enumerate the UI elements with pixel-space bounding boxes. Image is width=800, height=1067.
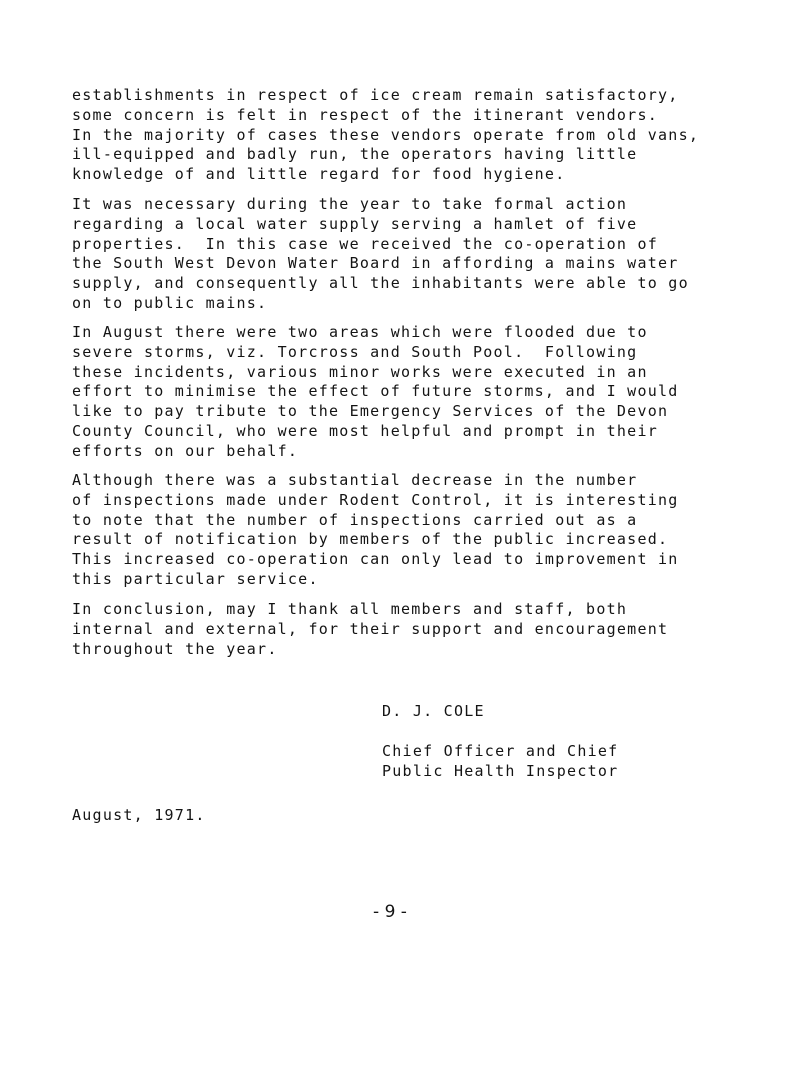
signatory-title-line: Chief Officer and Chief: [382, 741, 619, 760]
document-date: [72, 806, 206, 826]
text-line: result of notification by members of the public increased.: [72, 530, 669, 549]
text-line: County Council, who were most helpful and prompt in their: [72, 421, 659, 440]
paragraph-conclusion: [72, 600, 772, 659]
text-line: In the majority of cases these vendors operate from old vans,: [72, 125, 700, 144]
text-line: This increased co-operation can only lead to improvement in: [72, 550, 679, 569]
text-line: ill-equipped and badly run, the operators having little: [72, 145, 638, 164]
paragraph-water-supply: [72, 195, 772, 314]
signatory-title-line: Public Health Inspector: [382, 761, 619, 780]
text-line: knowledge of and little regard for food hygiene.: [72, 165, 566, 184]
text-line: regarding a local water supply serving a hamlet of five: [72, 214, 638, 233]
text-line: the South West Devon Water Board in affording a mains water: [72, 254, 679, 273]
text-line: throughout the year.: [72, 639, 278, 658]
text-line: severe storms, viz. Torcross and South Pool. Following: [72, 342, 638, 361]
text-line: like to pay tribute to the Emergency Services of the Devon: [72, 402, 669, 421]
text-line: In conclusion, may I thank all members and staff, both: [72, 600, 628, 618]
text-line: to note that the number of inspections carried out as a: [72, 510, 638, 529]
text-line: this particular service.: [72, 569, 319, 588]
text-line: some concern is felt in respect of the itinerant vendors.: [72, 105, 659, 124]
paragraph-rodent-control: [72, 471, 772, 590]
text-line: of inspections made under Rodent Control, it is interesting: [72, 490, 679, 509]
page-number: - 9 -: [373, 902, 407, 922]
date-text: August, 1971.: [72, 806, 206, 824]
text-line: efforts on our behalf.: [72, 441, 299, 460]
text-line: these incidents, various minor works were executed in an: [72, 362, 648, 381]
text-line: establishments in respect of ice cream remain satisfactory,: [72, 86, 679, 104]
text-line: properties. In this case we received the co-operation of: [72, 234, 659, 253]
paragraph-ice-cream-vendors: [72, 86, 772, 185]
paragraph-flooding: [72, 323, 772, 462]
text-line: Although there was a substantial decrease in the number: [72, 471, 638, 489]
text-line: It was necessary during the year to take formal action: [72, 195, 628, 213]
text-line: on to public mains.: [72, 293, 268, 312]
text-line: effort to minimise the effect of future storms, and I would: [72, 382, 679, 401]
signature-block: [382, 702, 792, 781]
text-line: supply, and consequently all the inhabitants were able to go: [72, 274, 689, 293]
signatory-name: D. J. COLE: [382, 702, 485, 720]
text-line: internal and external, for their support and encouragement: [72, 619, 669, 638]
text-line: In August there were two areas which were flooded due to: [72, 323, 648, 341]
